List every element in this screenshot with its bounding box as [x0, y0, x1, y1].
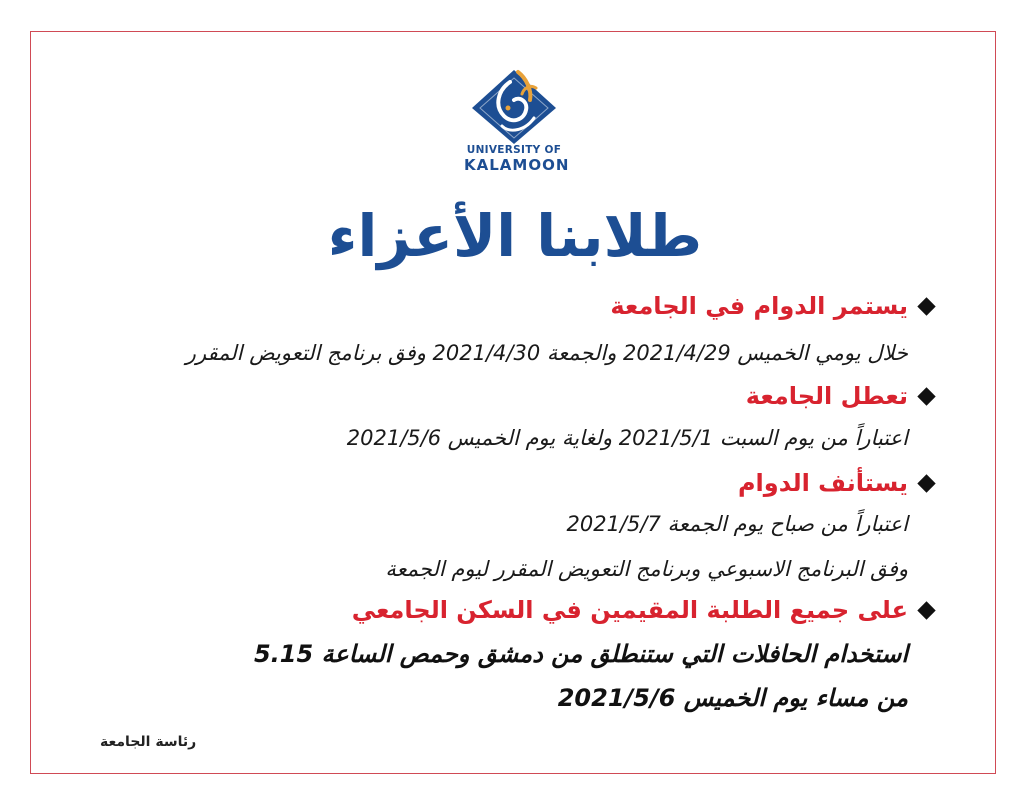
logo-text-line2: KALAMOON	[464, 156, 570, 174]
section-2-heading: تعطل الجامعة	[745, 382, 908, 410]
section-4-line-2: من مساء يوم الخميس 2021/5/6	[557, 684, 908, 712]
section-2-line-1: اعتباراً من يوم السبت 2021/5/1 ولغاية يوم الخميس 2021/5/6	[346, 426, 908, 450]
section-4-line-1: استخدام الحافلات التي ستنطلق من دمشق وحمص الساعة 5.15	[253, 640, 908, 668]
university-logo	[464, 64, 570, 174]
section-1-heading: يستمر الدوام في الجامعة	[610, 292, 908, 320]
page-title: طلابنا الأعزاء	[327, 202, 703, 270]
logo-emblem-icon	[464, 64, 564, 144]
section-4-heading: على جميع الطلبة المقيمين في السكن الجامعي	[351, 596, 908, 624]
section-1-line-1: خلال يومي الخميس 2021/4/29 والجمعة 2021/4/30 وفق برنامج التعويض المقرر	[185, 341, 908, 365]
logo-text-line1: UNIVERSITY OF	[466, 144, 562, 156]
signature: رئاسة الجامعة	[100, 734, 197, 750]
section-3-heading: يستأنف الدوام	[737, 469, 908, 497]
section-3-line-2: وفق البرنامج الاسبوعي وبرنامج التعويض المقرر ليوم الجمعة	[385, 557, 908, 581]
section-3-line-1: اعتباراً من صباح يوم الجمعة 2021/5/7	[566, 512, 908, 536]
